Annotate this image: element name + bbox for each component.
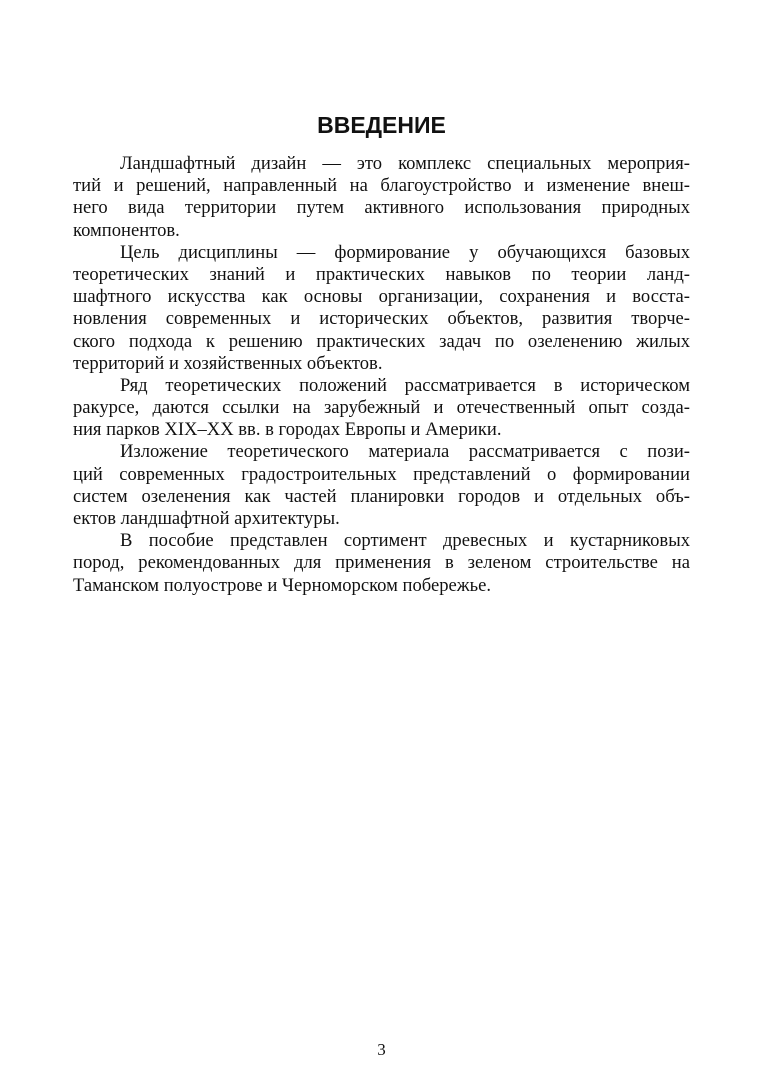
text-line: ций современных градостроительных представлений о формировании — [73, 463, 690, 485]
text-line: теоретических знаний и практических навыков по теории ланд- — [73, 263, 690, 285]
text-line: Ландшафтный дизайн — это комплекс специальных мероприя- — [120, 153, 690, 174]
page-number: 3 — [377, 1040, 386, 1059]
text-line: ния парков XIX–XX вв. в городах Европы и Америки. — [73, 419, 502, 441]
text-line: шафтного искусства как основы организации, сохранения и восста- — [73, 286, 690, 308]
text-line: него вида территории путем активного использования природных — [73, 197, 690, 219]
text-line: систем озеленения как частей планировки городов и отдельных объ- — [73, 485, 690, 507]
text-line: Ряд теоретических положений рассматривается в историческом — [120, 374, 690, 396]
paragraph-3 — [73, 375, 690, 442]
paragraph-4 — [73, 441, 690, 530]
body-text — [73, 153, 690, 597]
page-title: ВВЕДЕНИЕ — [317, 112, 446, 138]
paragraph-2 — [73, 242, 690, 375]
text-line: Цель дисциплины — формирование у обучающихся базовых — [120, 241, 690, 263]
text-line: В пособие представлен сортимент древесных и кустарниковых — [120, 530, 690, 552]
text-line: Таманском полуострове и Черноморском побережье. — [73, 574, 492, 596]
paragraph-5 — [73, 530, 690, 597]
text-line: компонентов. — [73, 219, 180, 241]
text-line: территорий и хозяйственных объектов. — [73, 352, 383, 374]
text-line: ского подхода к решению практических задач по озеленению жилых — [73, 330, 690, 352]
text-line: Изложение теоретического материала рассматривается с пози- — [120, 441, 690, 463]
text-line: ракурсе, даются ссылки на зарубежный и отечественный опыт созда- — [73, 397, 690, 419]
paragraph-1 — [73, 153, 690, 242]
text-line: новления современных и исторических объектов, развития творче- — [73, 308, 690, 330]
text-line: пород, рекомендованных для применения в зеленом строительстве на — [73, 552, 690, 574]
text-line: ектов ландшафтной архитектуры. — [73, 508, 340, 529]
text-line: тий и решений, направленный на благоустройство и изменение внеш- — [73, 175, 690, 197]
